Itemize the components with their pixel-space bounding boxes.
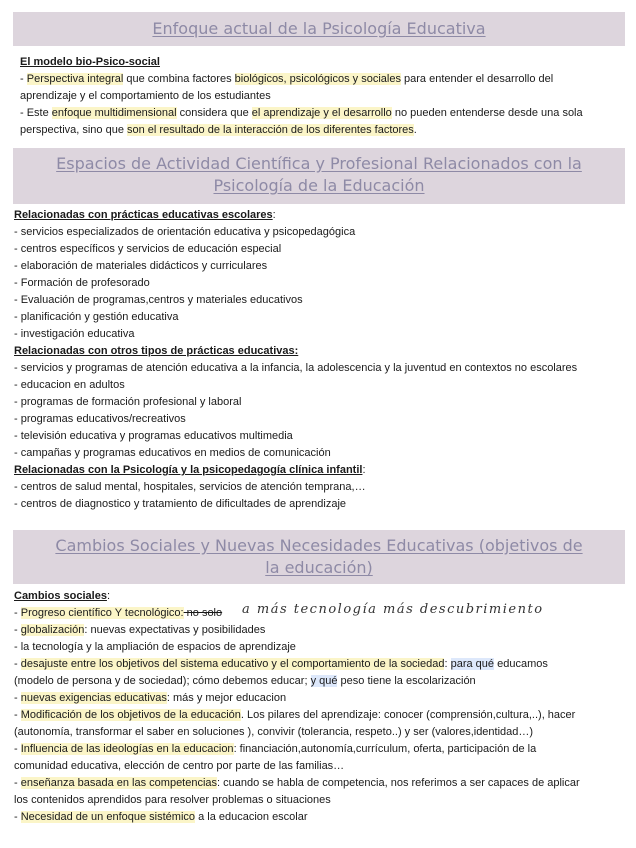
cambios-line-7 [14,707,614,724]
list-item: - campañas y programas educativos en medios de comunicación [14,447,331,459]
heading-modelo: El modelo bio-Psico-social [20,56,160,68]
text: : cuando se habla de competencia, nos referimos a ser capaces de aplicar [217,777,580,789]
colon: : [106,590,110,602]
highlight-modificacion: Modificación de los objetivos de la educación [20,709,241,721]
cambios-line-6 [14,690,614,707]
cambios-line-13 [14,809,614,826]
highlight-progreso: Progreso científico Y tecnológico: [20,607,184,619]
list-item: - centros de diagnostico y tratamiento de dificultades de aprendizaje [14,498,347,510]
title-line-2: Psicología de la Educación [213,176,425,195]
enfoque-line-3 [20,105,620,122]
colon: : [272,209,276,221]
highlight-para-que: para qué [450,658,495,670]
highlight-desajuste: desajuste entre los objetivos del sistema educativo y el comportamiento de la sociedad [20,658,445,670]
heading-otras: Relacionadas con otros tipos de prácticas educativas: [14,345,299,357]
heading-clinica [14,462,614,479]
title-line-1: Cambios Sociales y Nuevas Necesidades Educativas (objetivos de [55,536,583,555]
text: para entender el desarrollo del [400,73,554,85]
heading-text: Cambios sociales [14,590,107,602]
enfoque-line-2: aprendizaje y el comportamiento de los estudiantes [20,90,271,102]
text: - [14,709,21,721]
text: - [20,73,27,85]
heading-escolares [14,207,614,224]
cambios-line-10: comunidad educativa, elección de centro por parte de las familias… [14,760,345,772]
cambios-line-5 [14,673,614,690]
section-title-cambios [13,530,625,584]
text: peso tiene la escolarización [337,675,476,687]
text: considera que [176,107,252,119]
highlight-exigencias: nuevas exigencias educativas [20,692,167,704]
highlight-globalizacion: globalización [20,624,85,636]
text: . [413,124,417,136]
cambios-line-2 [14,622,614,639]
list-item: - educacion en adultos [14,379,125,391]
cambios-line-12: los contenidos aprendidos para resolver problemas o situaciones [14,794,331,806]
text: : [444,658,451,670]
list-item: - programas de formación profesional y laboral [14,396,242,408]
highlight-competencias: enseñanza basada en las competencias [20,777,218,789]
text: - [14,777,21,789]
list-item: - centros de salud mental, hospitales, servicios de atención temprana,… [14,481,366,493]
text: a la educacion escolar [195,811,308,823]
section-cambios-content [14,588,614,826]
highlight-perspectiva: Perspectiva integral [26,73,124,85]
section-enfoque-content [20,54,620,139]
highlight-y-que: y qué [310,675,338,687]
text: : más y mejor educacion [166,692,287,704]
highlight-resultado: son el resultado de la interacción de los diferentes factores [127,124,414,136]
strikethrough-text: no solo [183,607,223,619]
text: : nuevas expectativas y posibilidades [84,624,266,636]
handwritten-note: a más tecnología más descubrimiento [242,602,544,617]
section-espacios-content [14,207,614,513]
list-item: - programas educativos/recreativos [14,413,186,425]
list-item: - televisión educativa y programas educativos multimedia [14,430,293,442]
text: educamos [494,658,548,670]
cambios-line-11 [14,775,614,792]
highlight-factores: biológicos, psicológicos y sociales [234,73,401,85]
text: (modelo de persona y de sociedad); cómo debemos educar; [14,675,311,687]
list-item: - Evaluación de programas,centros y materiales educativos [14,294,303,306]
section-title-enfoque: Enfoque actual de la Psicología Educativa [13,12,625,46]
list-item: - servicios y programas de atención educativa a la infancia, la adolescencia y la juventud en contextos no escolares [14,362,578,374]
text: - [14,811,21,823]
title-line-1: Espacios de Actividad Científica y Profesional Relacionados con la [56,154,582,173]
enfoque-line-4 [20,122,620,139]
title-line-2: la educación) [265,558,373,577]
list-item: - Formación de profesorado [14,277,150,289]
cambios-line-3: - la tecnología y la ampliación de espacios de aprendizaje [14,641,296,653]
text: - [14,743,21,755]
text: perspectiva, sino que [20,124,128,136]
text: - [14,692,21,704]
cambios-line-8: (autonomía, transformar el saber en soluciones ), convivir (tolerancia, respeto..) y ser (valores,identidad…) [14,726,534,738]
text: - [14,607,21,619]
list-item: - servicios especializados de orientación educativa y psicopedagógica [14,226,356,238]
list-item: - elaboración de materiales didácticos y curriculares [14,260,268,272]
enfoque-line-1 [20,71,620,88]
text: - Este [20,107,52,119]
text: . Los pilares del aprendizaje: conocer (comprensión,cultura,..), hacer [240,709,576,721]
list-item: - investigación educativa [14,328,135,340]
text: no pueden entenderse desde una sola [391,107,583,119]
heading-text: Relacionadas con prácticas educativas escolares [14,209,273,221]
list-item: - planificación y gestión educativa [14,311,179,323]
text: : financiación,autonomía,currículum, oferta, participación de la [233,743,537,755]
highlight-ideologias: Influencia de las ideologías en la educacion [20,743,234,755]
heading-text: Relacionadas con la Psicología y la psicopedagogía clínica infantil [14,464,363,476]
list-item: - centros específicos y servicios de educación especial [14,243,282,255]
text: - [14,624,21,636]
highlight-aprendizaje: el aprendizaje y el desarrollo [251,107,392,119]
text: que combina factores [123,73,235,85]
section-title-espacios [13,148,625,204]
cambios-line-4 [14,656,614,673]
colon: : [362,464,366,476]
highlight-multidimensional: enfoque multidimensional [51,107,177,119]
cambios-line-9 [14,741,614,758]
text: - [14,658,21,670]
highlight-sistemico: Necesidad de un enfoque sistémico [20,811,196,823]
